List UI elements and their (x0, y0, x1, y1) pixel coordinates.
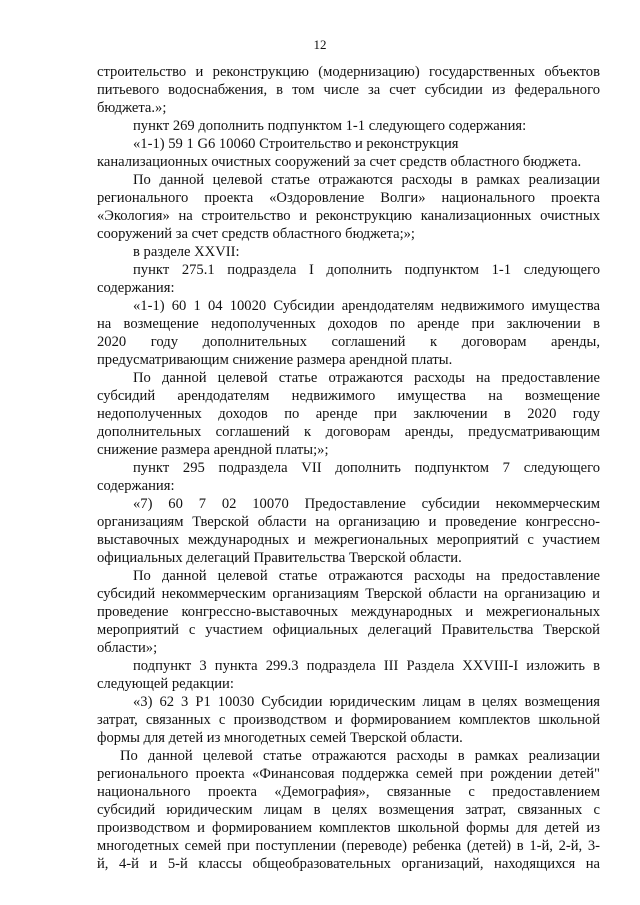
text-line: недополученных доходов по аренде при заключении в 2020 году (97, 406, 600, 422)
text-line: «3) 62 3 P1 10030 Субсидии юридическим лицам в целях возмещения (133, 694, 600, 710)
text-line: регионального проекта «Финансовая поддержка семей при рождении детей" (97, 766, 600, 782)
text-line: подпункт 3 пункта 299.3 подраздела III Раздела XXVIII-I изложить в (133, 658, 600, 674)
text-line: официальных делегаций Правительства Тверской области. (97, 550, 462, 566)
text-line: затрат, связанных с производством и формированием комплектов школьной (97, 712, 600, 728)
text-line: мероприятий с участием официальных делегаций Правительства Тверской (97, 622, 600, 638)
text-line: субсидий арендодателям недвижимого имущества на возмещение (97, 388, 600, 404)
text-line: пункт 269 дополнить подпунктом 1-1 следующего содержания: (133, 118, 527, 134)
text-line: По данной целевой статье отражаются расходы на предоставление (133, 568, 600, 584)
text-line: субсидий юридическим лицам в целях возмещения затрат, связанных с (97, 802, 600, 818)
text-line: «1-1) 60 1 04 10020 Субсидии арендодателям недвижимого имущества (133, 298, 600, 314)
page-number: 12 (313, 37, 327, 52)
text-line: снижение размера арендной платы;»; (97, 442, 329, 458)
text-line: дополнительных соглашений к договорам аренды, предусматривающим (97, 424, 600, 440)
text-line: предусматривающим снижение размера арендной платы. (97, 352, 453, 368)
text-line: й, 4-й и 5-й классы общеобразовательных организаций, находящихся на (97, 856, 600, 872)
text-line: По данной целевой статье отражаются расходы на предоставление (133, 370, 600, 386)
text-line: «1-1) 59 1 G6 10060 Строительство и реконструкция (133, 136, 459, 152)
text-line: проведение конгрессно-выставочных международных и межрегиональных (97, 604, 600, 620)
text-line: содержания: (97, 280, 175, 296)
text-line: на возмещение недополученных доходов по аренде при заключении в (97, 316, 600, 332)
text-line: следующей редакции: (97, 676, 234, 692)
text-line: национального проекта «Демография», связанные с предоставлением (97, 784, 600, 800)
text-line: 2020 году дополнительных соглашений к договорам аренды, (97, 334, 600, 350)
text-line: «7) 60 7 02 10070 Предоставление субсидии некоммерческим (133, 496, 600, 512)
text-line: области»; (97, 640, 158, 656)
text-line: в разделе XXVII: (133, 244, 240, 260)
text-line: производством и формированием комплектов школьной формы для детей из (97, 820, 600, 836)
text-line: По данной целевой статье отражаются расходы в рамках реализации (120, 748, 600, 764)
text-line: содержания: (97, 478, 175, 494)
text-line: формы для детей из многодетных семей Тверской области. (97, 730, 463, 746)
text-line: По данной целевой статье отражаются расходы в рамках реализации (133, 172, 600, 188)
text-line: организациям Тверской области на организацию и проведение конгрессно- (97, 514, 600, 530)
text-line: пункт 295 подраздела VII дополнить подпунктом 7 следующего (133, 460, 600, 476)
text-line: субсидий некоммерческим организациям Тверской области на организацию и (97, 586, 600, 602)
text-line: многодетных семей при поступлении (переводе) ребенка (детей) в 1-й, 2-й, 3- (97, 838, 600, 854)
text-line: строительство и реконструкцию (модернизацию) государственных объектов (97, 64, 600, 80)
text-line: пункт 275.1 подраздела I дополнить подпунктом 1-1 следующего (133, 262, 600, 278)
text-line: бюджета.»; (97, 100, 167, 116)
text-line: выставочных международных и межрегиональных мероприятий с участием (97, 532, 600, 548)
text-line: сооружений за счет средств областного бюджета;»; (97, 226, 415, 242)
text-line: «Экология» на строительство и реконструкцию канализационных очистных (97, 208, 600, 224)
text-line: канализационных очистных сооружений за счет средств областного бюджета. (97, 154, 582, 170)
text-line: регионального проекта «Оздоровление Волги» национального проекта (97, 190, 600, 206)
text-line: питьевого водоснабжения, в том числе за счет субсидии из федерального (97, 82, 600, 98)
